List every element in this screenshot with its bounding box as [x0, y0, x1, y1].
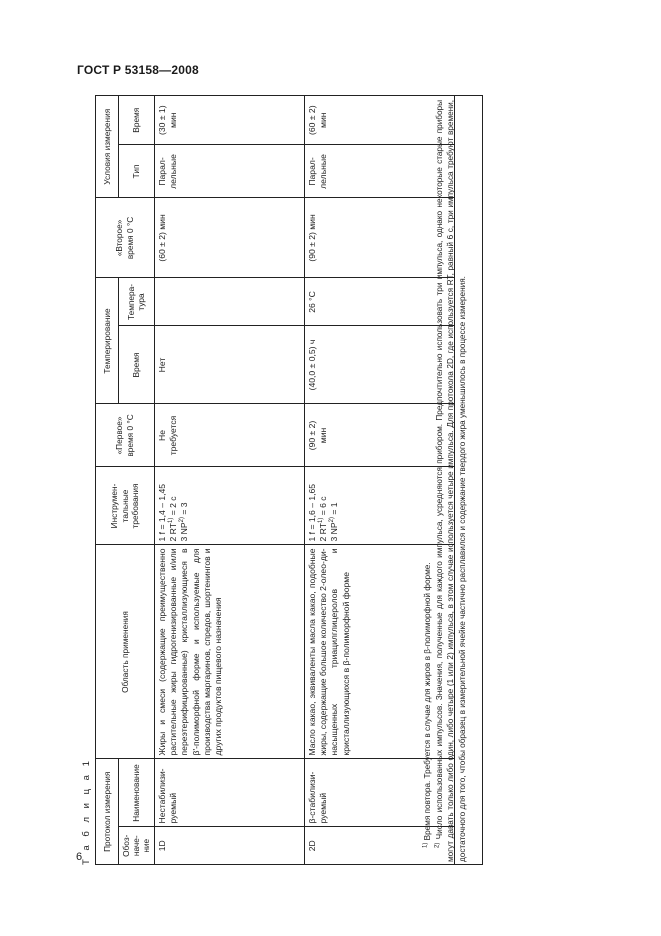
cell-cond-time: (60 ± 2) мин [304, 96, 454, 145]
cell-first-time: Не требуется [154, 404, 304, 467]
col-instr: Инструмен- тальные требования [96, 467, 154, 545]
col-second-time: «Второе» время 0 °С [96, 198, 154, 278]
page-header: ГОСТ Р 53158—2008 [77, 63, 199, 77]
cell-cond-time: (30 ± 1) мин [154, 96, 304, 145]
table-frame [95, 95, 483, 865]
group-tempering: Темперирование [96, 278, 118, 404]
cell-instr [154, 467, 304, 545]
group-conditions: Условия измерения [96, 96, 118, 198]
col-cond-type: Тип [118, 145, 154, 198]
cell-name: Нестабилизи- руемый [154, 759, 304, 827]
instr-line-2: 2 $RT^{1)} = 2$ с [167, 496, 178, 542]
col-cond-time: Время [118, 96, 154, 145]
cell-second-time: (60 ± 2) мин [154, 198, 304, 278]
cell-temp-temp [154, 278, 304, 326]
results-table [96, 96, 455, 864]
cell-area: Масло какао, эквиваленты масла какао, подобные жиры, содержащие большое количество 2-олео-ди-насыщенных триацилглицеролов и кристаллизующихся в β-полиморфной форме [304, 545, 454, 759]
cell-temp-temp: 26 °С [304, 278, 454, 326]
instr-line-3: 3 $NP^{2)} = 1$ [329, 502, 340, 542]
table-row [154, 96, 304, 864]
col-temp-time: Время [118, 326, 154, 404]
footnotes [422, 100, 469, 862]
cell-code: 2D [304, 827, 454, 864]
table-caption: Т а б л и ц а 1 [81, 758, 92, 865]
cell-cond-type: Парал- лельные [304, 145, 454, 198]
page-number: 6 [76, 851, 83, 863]
cell-cond-type: Парал- лельные [154, 145, 304, 198]
cell-name: β-стабилизи- руемый [304, 759, 454, 827]
col-area: Область применения [96, 545, 154, 759]
col-code: Обоз- наче- ние [118, 827, 154, 864]
instr-line-1: 1 f = 1,6 – 1,65 [306, 483, 317, 542]
footnote-1: $^{1)}$ Время повтора. Требуется в случае для жиров в β-полиморфной форме. [422, 562, 432, 848]
cell-temp-time: Нет [154, 326, 304, 404]
col-name: Наименование [118, 759, 154, 827]
cell-area: Жиры и смеси (содержащие преимущественно растительные жиры гидрогенизированные и/или переэтерифицированные) кристаллизующиеся в β'-полиморфной форме и используемые для производства маргаринов, спредов, шортенингов и других продуктов пищевого назначения [154, 545, 304, 759]
rotated-table-block [81, 95, 483, 865]
instr-line-3: 3 $NP^{2)} = 3$ [179, 502, 190, 542]
instr-line-2: 2 $RT^{1)} = 6$ с [317, 496, 328, 542]
col-first-time: «Первое» время 0 °С [96, 404, 154, 467]
cell-temp-time: (40,0 ± 0,5) ч [304, 326, 454, 404]
col-temp-temp: Темпера- тура [118, 278, 154, 326]
group-protocol: Протокол измерения [96, 759, 118, 864]
instr-line-1: 1 f = 1,4 – 1,45 [156, 483, 167, 542]
cell-first-time: (90 ± 2) мин [304, 404, 454, 467]
cell-second-time: (90 ± 2) мин [304, 198, 454, 278]
cell-code: 1D [154, 827, 304, 864]
footnote-2: $^{2)}$ Число использованных импульсов. Значения, полученные для каждого импульса, усредняются прибором. Предпочтительно использовать три импульса, однако некоторые старые приборы могут давать только либо один, либо четыре (1 или 2) импульса, в этом случае используется четыре импульса. Для протокола 2D, где используется RT, равный 6 с, три импульса требуют времени, достаточного для того, чтобы образец в измерительной ячейке частично расплавился и содержание твердого жира уменьшилось в процессе измерения. [433, 100, 467, 862]
